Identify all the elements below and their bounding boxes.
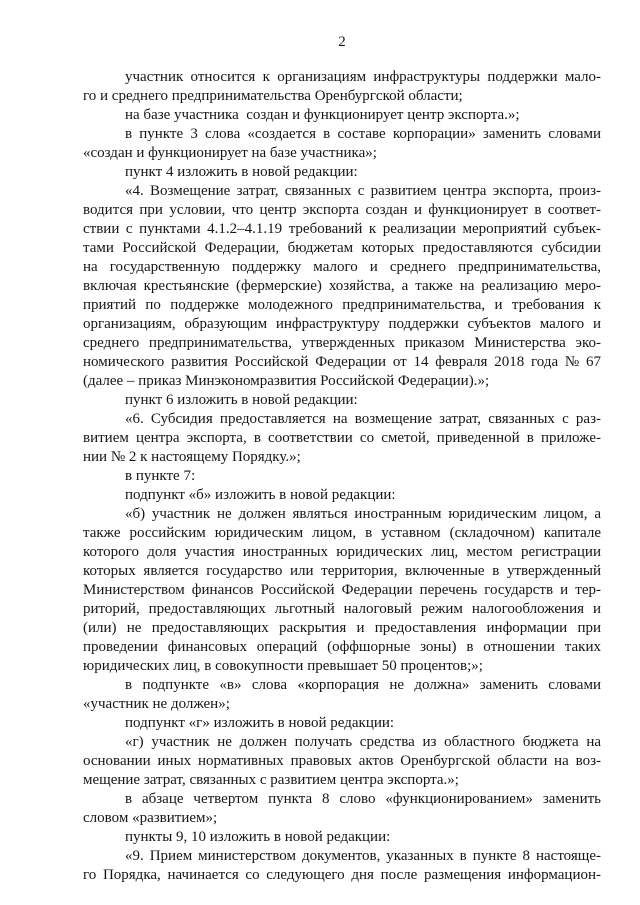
text-line: «б) участник не должен являться иностранным юридическим лицом, а [125, 506, 601, 522]
paragraph [83, 163, 601, 182]
text-line: юридических лиц, в совокупности превышает 50 процентов;»; [83, 658, 483, 674]
paragraph [83, 68, 601, 106]
text-line: организациям, образующим инфраструктуру поддержки субъектов малого и [83, 316, 601, 332]
text-line: «г) участник не должен получать средства из областного бюджета на [125, 734, 601, 750]
text-line: пункт 4 изложить в новой редакции: [125, 164, 358, 180]
text-line: «6. Субсидия предоставляется на возмещение затрат, связанных с раз- [125, 411, 601, 427]
text-line: витием центра экспорта, в соответствии со сметой, приведенной в приложе- [83, 430, 601, 446]
text-line: которых является государство или территория, включенные в утвержденный [83, 563, 601, 579]
text-line: «4. Возмещение затрат, связанных с развитием центра экспорта, произ- [125, 183, 601, 199]
text-line: на базе участника создан и функционирует центр экспорта.»; [125, 107, 520, 123]
text-line: «создан и функционирует на базе участника»; [83, 145, 377, 161]
text-line: водится при условии, что центр экспорта создан и функционирует в соответ- [83, 202, 601, 218]
paragraph [83, 467, 601, 486]
text-line: приятий по поддержке молодежного предпринимательства, и требования к [83, 297, 601, 313]
text-line: тами Российской Федерации, бюджетам которых предоставляются субсидии [83, 240, 601, 256]
paragraph [83, 847, 601, 885]
text-line: пункт 6 изложить в новой редакции: [125, 392, 358, 408]
text-line: го Порядка, начинается со следующего дня после размещения информацион- [83, 867, 601, 883]
paragraph [83, 106, 601, 125]
paragraph [83, 125, 601, 163]
text-line: в пункте 3 слова «создается в составе корпорации» заменить словами [125, 126, 601, 142]
text-line: в пункте 7: [125, 468, 196, 484]
text-line: пункты 9, 10 изложить в новой редакции: [125, 829, 391, 845]
text-line: (далее – приказ Минэкономразвития Российской Федерации).»; [83, 373, 490, 389]
paragraph [83, 505, 601, 676]
text-line: номического развития Российской Федерации от 14 февраля 2018 года № 67 [83, 354, 601, 370]
text-line: проведении финансовых операций (оффшорные зоны) в отношении таких [83, 639, 601, 655]
paragraph [83, 410, 601, 467]
text-line: риторий, предоставляющих льготный налоговый режим налогообложения и [83, 601, 601, 617]
text-line: (или) не предоставляющих раскрытия и предоставления информации при [83, 620, 601, 636]
paragraph [83, 828, 601, 847]
paragraph [83, 714, 601, 733]
text-line: го и среднего предпринимательства Оренбургской области; [83, 88, 463, 104]
text-line: в подпункте «в» слова «корпорация не должна» заменить словами [125, 677, 601, 693]
paragraph [83, 182, 601, 391]
text-line: которого доля участия иностранных юридических лиц, местом регистрации [83, 544, 601, 560]
paragraph [83, 790, 601, 828]
text-line: мещение затрат, связанных с развитием центра экспорта.»; [83, 772, 459, 788]
text-line: участник относится к организациям инфраструктуры поддержки мало- [125, 69, 601, 85]
paragraph [83, 676, 601, 714]
text-line: среднего предпринимательства, утвержденных приказом Министерства эко- [83, 335, 601, 351]
text-line: в абзаце четвертом пункта 8 слово «функционированием» заменить [125, 791, 601, 807]
text-line: нии № 2 к настоящему Порядку.»; [83, 449, 301, 465]
text-line: словом «развитием»; [83, 810, 218, 826]
text-line: включая крестьянские (фермерские) хозяйства, а также на реализацию меро- [83, 278, 601, 294]
paragraph [83, 486, 601, 505]
text-line: подпункт «г» изложить в новой редакции: [125, 715, 395, 731]
text-line: основании иных нормативных правовых актов Оренбургской области на воз- [83, 753, 601, 769]
text-line: ствии с пунктами 4.1.2–4.1.19 требований к реализации мероприятий субъек- [83, 221, 601, 237]
paragraph [83, 391, 601, 410]
text-line: также российским юридическим лицом, в уставном (складочном) капитале [83, 525, 601, 541]
text-line: на государственную поддержку малого и среднего предпринимательства, [83, 259, 601, 275]
text-line: Министерством финансов Российской Федерации перечень государств и тер- [83, 582, 601, 598]
document-body [83, 68, 601, 885]
text-line: «9. Прием министерством документов, указанных в пункте 8 настояще- [125, 848, 601, 864]
text-line: подпункт «б» изложить в новой редакции: [125, 487, 396, 503]
page-number: 2 [338, 34, 346, 50]
paragraph [83, 733, 601, 790]
text-line: «участник не должен»; [83, 696, 230, 712]
